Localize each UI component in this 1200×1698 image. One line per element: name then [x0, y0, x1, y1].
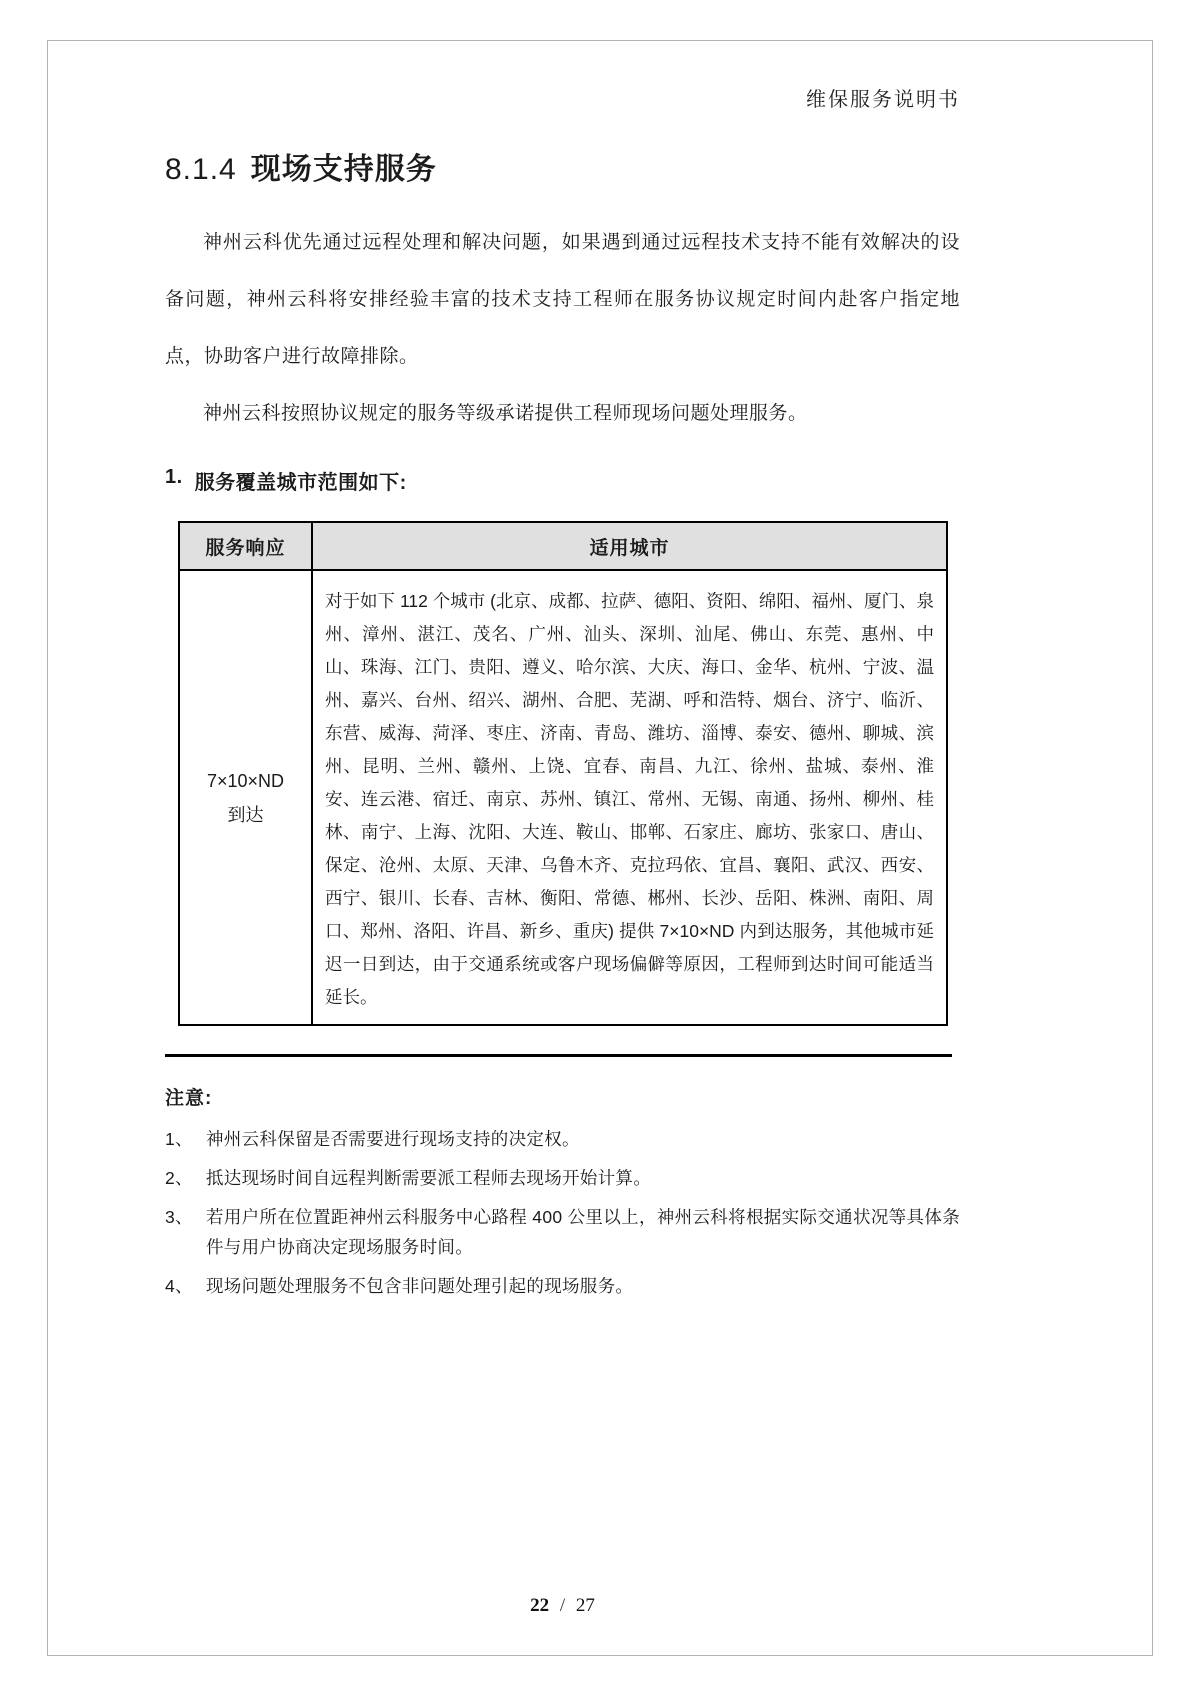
service-response-line2: 到达 — [227, 804, 264, 825]
note-text: 神州云科保留是否需要进行现场支持的决定权。 — [206, 1129, 580, 1149]
note-text: 现场问题处理服务不包含非问题处理引起的现场服务。 — [206, 1276, 634, 1296]
note-item-4 — [165, 1271, 960, 1301]
note-number: 2、 — [165, 1168, 193, 1188]
notes-title: 注意: — [165, 1088, 213, 1109]
notes-list — [165, 1124, 960, 1301]
total-page-count: 27 — [575, 1595, 595, 1616]
note-number: 1、 — [165, 1129, 193, 1149]
note-number: 3、 — [165, 1207, 193, 1227]
service-response-line1: 7×10×ND — [206, 770, 285, 791]
note-number: 4、 — [165, 1276, 193, 1296]
list-heading — [165, 466, 960, 495]
content-column — [165, 41, 960, 1301]
table-header-service-response: 服务响应 — [179, 522, 312, 570]
page-footer — [165, 1595, 960, 1617]
table-header-applicable-cities: 适用城市 — [312, 522, 947, 570]
paragraph-1: 神州云科优先通过远程处理和解决问题，如果遇到通过远程技术支持不能有效解决的设备问题，神州云科将安排经验丰富的技术支持工程师在服务协议规定时间内赴客户指定地点，协助客户进行故障排除。 — [165, 232, 960, 367]
paragraph-2: 神州云科按照协议规定的服务等级承诺提供工程师现场问题处理服务。 — [203, 403, 808, 424]
section-title-text: 现场支持服务 — [250, 153, 437, 186]
page-separator: / — [559, 1595, 566, 1616]
note-item-2 — [165, 1163, 960, 1193]
current-page-number: 22 — [530, 1595, 550, 1616]
page-border-frame — [47, 40, 1153, 1656]
service-coverage-table — [178, 521, 948, 1026]
table-header-row — [179, 522, 947, 570]
note-item-1 — [165, 1124, 960, 1154]
note-item-3 — [165, 1202, 960, 1262]
running-header: 维保服务说明书 — [806, 89, 960, 111]
list-heading-number: 1. — [165, 466, 183, 488]
service-response-cell — [179, 570, 312, 1025]
list-heading-text: 服务覆盖城市范围如下: — [194, 472, 407, 494]
table-row — [179, 570, 947, 1025]
section-title — [165, 144, 960, 188]
horizontal-rule — [165, 1054, 952, 1057]
note-text: 若用户所在位置距神州云科服务中心路程 400 公里以上，神州云科将根据实际交通状况等具体条件与用户协商决定现场服务时间。 — [206, 1207, 960, 1257]
applicable-cities-cell: 对于如下 112 个城市 (北京、成都、拉萨、德阳、资阳、绵阳、福州、厦门、泉州、漳州、湛江、茂名、广州、汕头、深圳、汕尾、佛山、东莞、惠州、中山、珠海、江门、贵阳、遵义、哈尔滨、大庆、海口、金华、杭州、宁波、温州、嘉兴、台州、绍兴、湖州、合肥、芜湖、呼和浩特、烟台、济宁、临沂、东营、威海、菏泽、枣庄、济南、青岛、潍坊、淄博、泰安、德州、聊城、滨州、昆明、兰州、赣州、上饶、宜春、南昌、九江、徐州、盐城、泰州、淮安、连云港、宿迁、南京、苏州、镇江、常州、无锡、南通、扬州、柳州、桂林、南宁、上海、沈阳、大连、鞍山、邯郸、石家庄、廊坊、张家口、唐山、保定、沧州、太原、天津、乌鲁木齐、克拉玛依、宜昌、襄阳、武汉、西安、西宁、银川、长春、吉林、衡阳、常德、郴州、长沙、岳阳、株洲、南阳、周口、郑州、洛阳、许昌、新乡、重庆) 提供 7×10×ND 内到达服务，其他城市延迟一日到达，由于交通系统或客户现场偏僻等原因，工程师到达时间可能适当延长。 — [312, 570, 947, 1025]
section-number: 8.1.4 — [165, 153, 237, 186]
note-text: 抵达现场时间自远程判断需要派工程师去现场开始计算。 — [206, 1168, 651, 1188]
